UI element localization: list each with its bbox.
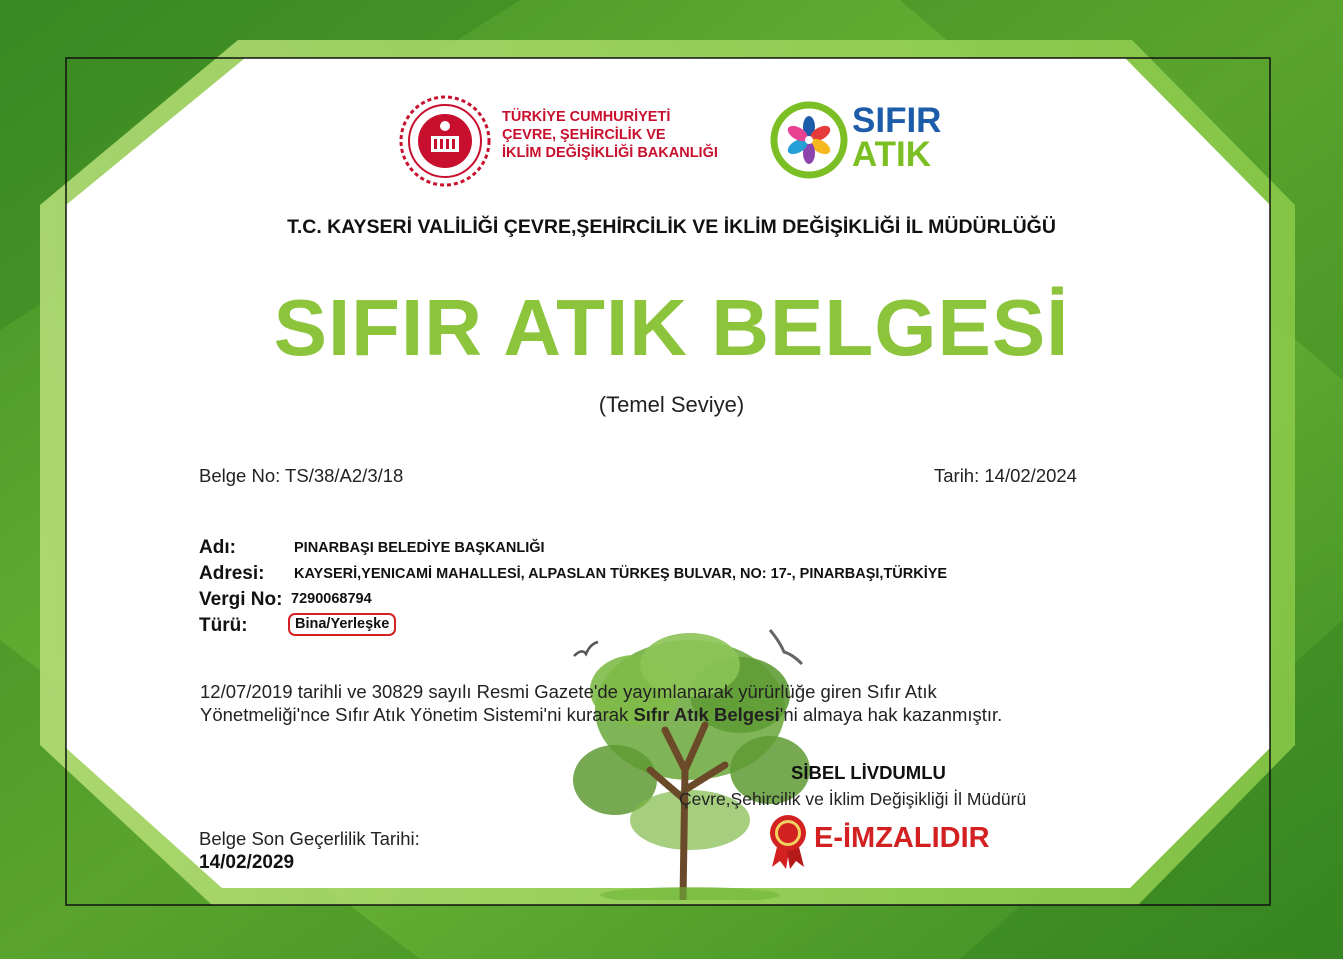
certificate-statement [200,680,1002,726]
validity-label: Belge Son Geçerlilik Tarihi: [199,828,420,849]
address-label: Adresi: [199,563,265,584]
signer-title: Çevre,Şehircilik ve İklim Değişikliği İl Müdürü [679,789,1027,809]
validity-date: 14/02/2029 [199,852,295,873]
type-value: Bina/Yerleşke [288,613,396,636]
ministry-line-2: ÇEVRE, ŞEHİRCİLİK VE [502,127,666,143]
name-label: Adı: [199,537,236,558]
address-value: KAYSERİ,YENICAMİ MAHALLESİ, ALPASLAN TÜRKEŞ BULVAR, NO: 17-, PINARBAŞI,TÜRKİYE [294,566,948,582]
sifir-atik-logo-icon [768,99,850,181]
statement-line-2 [200,703,1002,726]
ministry-name [502,108,718,162]
ministry-line-3: İKLİM DEĞİŞİKLİĞİ BAKANLIĞI [502,145,718,161]
tax-number-label: Vergi No: [199,589,283,610]
atik-word: ATIK [852,135,932,174]
signer-name: SİBEL LİVDUMLU [791,762,946,783]
statement-line-2-start: Yönetmeliği'nce Sıfır Atık Yönetim Sistemi'ni kurarak [200,704,634,725]
sifir-word: SIFIR [852,101,942,140]
bird-icon [766,628,806,668]
document-number: Belge No: TS/38/A2/3/18 [199,465,404,486]
issue-date: Tarih: 14/02/2024 [934,465,1077,486]
issuer-header: T.C. KAYSERİ VALİLİĞİ ÇEVRE,ŞEHİRCİLİK VE İKLİM DEĞİŞİKLİĞİ İL MÜDÜRLÜĞÜ [287,216,1056,238]
tax-number-value: 7290068794 [291,591,372,607]
sifir-atik-wordmark [852,101,942,174]
type-label: Türü: [199,615,248,636]
certificate-title: SIFIR ATIK BELGESİ [273,283,1070,372]
statement-line-2-end: 'ni almaya hak kazanmıştır. [779,704,1003,725]
ministry-seal-icon [398,94,492,188]
statement-line-2-bold: Sıfır Atık Belgesi [633,704,780,725]
name-value: PINARBAŞI BELEDİYE BAŞKANLIĞI [294,540,545,556]
statement-line-1: 12/07/2019 tarihli ve 30829 sayılı Resmi Gazete'de yayımlanarak yürürlüğe giren Sıfır Atık [200,681,937,702]
bird-icon [572,640,600,664]
ministry-line-1: TÜRKİYE CUMHURİYETİ [502,109,671,125]
certificate-level: (Temel Seviye) [598,392,745,417]
e-signature-seal-icon [766,813,810,869]
e-signature-label: E-İMZALIDIR [814,822,990,854]
